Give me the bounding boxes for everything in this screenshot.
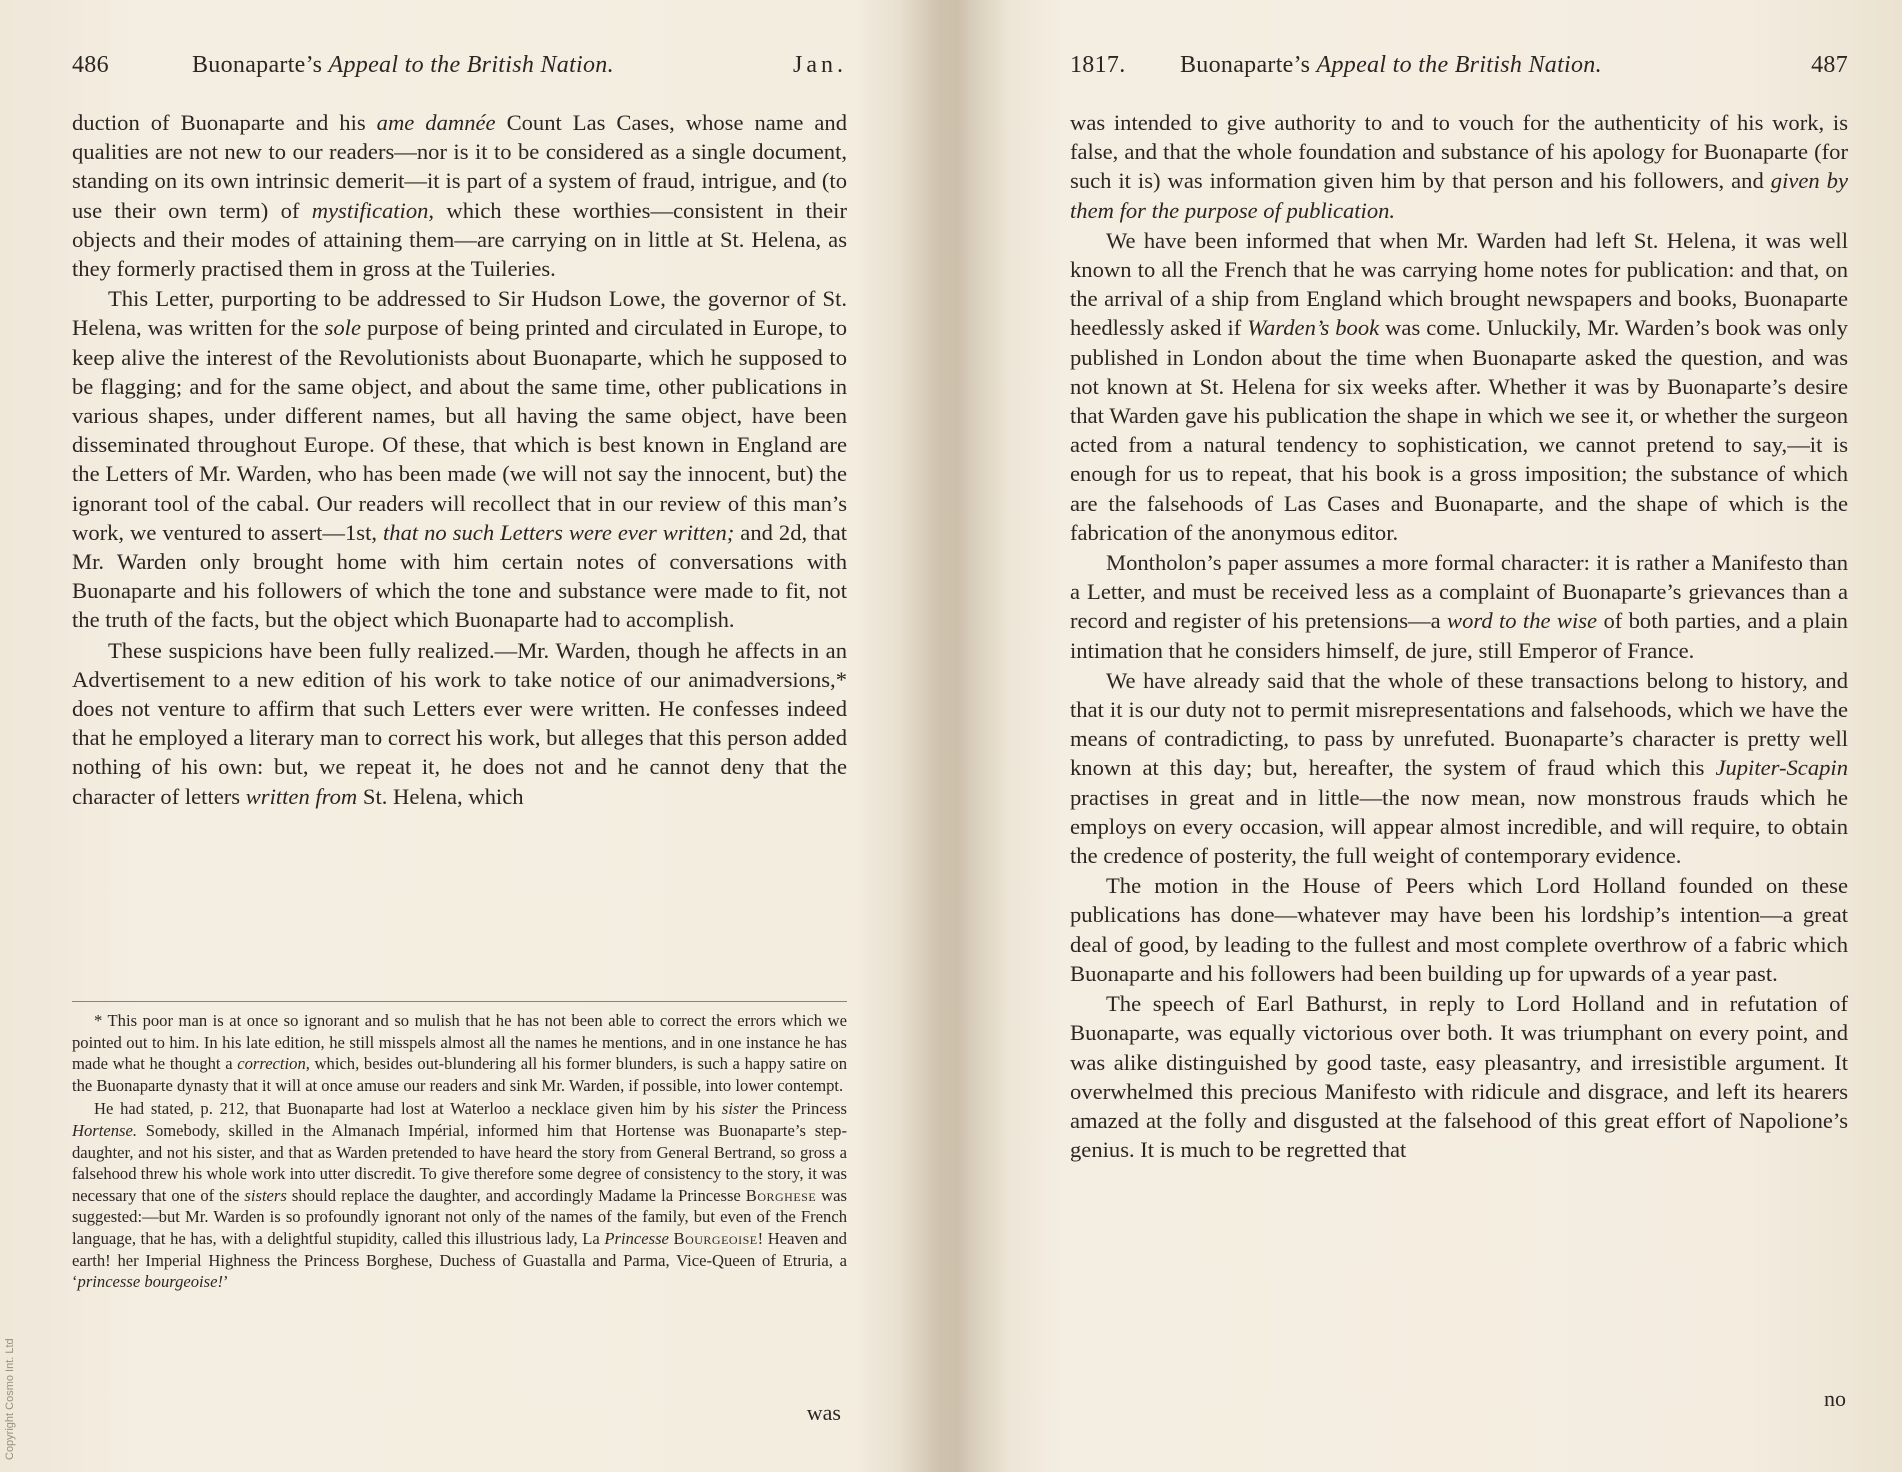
left-running-title: Buonaparte’s Appeal to the British Nation.	[192, 52, 614, 78]
right-catchword: no	[1824, 1386, 1846, 1411]
left-running-date: Jan.	[793, 52, 847, 78]
right-body-text	[1070, 108, 1848, 1164]
left-paragraph-1: duction of Buonaparte and his ame damnée Count Las Cases, whose name and qualities are not new to our readers—nor is it to be considered as a single document, standing on its own intrinsic demerit—it is part of a system of fraud, intrigue, and (to use their own term) of mystification, which these worthies—consistent in their objects and their modes of attaining them—are carrying on in little at St. Helena, as they formerly practised them in gross at the Tuileries.	[72, 110, 848, 282]
left-running-head	[72, 52, 847, 88]
right-page	[1070, 0, 1848, 1472]
left-page-number: 486	[72, 52, 109, 78]
right-paragraph-2: We have been informed that when Mr. Warden had left St. Helena, it was well known to all the French that he was carrying home notes for publication: and that, on the arrival of a ship from England which brought newspapers and books, Buonaparte heedlessly asked if Warden’s book was come. Unluckily, Mr. Warden’s book was only published in London about the time when Buonaparte asked the question, and was not known at St. Helena for six weeks after. Whether it was by Buonaparte’s desire that Warden gave his publication the shape in which we see it, or whether the surgeon acted from a natural tendency to sophistication, we cannot pretend to say,—it is enough for us to repeat, that his book is a gross imposition; the substance of which are the falsehoods of Las Cases and Buonaparte, and the shape of which is the fabrication of the anonymous editor.	[1070, 227, 1848, 545]
left-body-text	[72, 108, 847, 811]
right-paragraph-3: Montholon’s paper assumes a more formal character: it is rather a Manifesto than a Letter, and must be received less as a complaint of Buonaparte’s grievances than a record and register of his pretensions—a word to the wise of both parties, and a plain intimation that he considers himself, de jure, still Emperor of France.	[1070, 550, 1848, 663]
right-paragraph-4: We have already said that the whole of these transactions belong to history, and that it is our duty not to permit misrepresentations and falsehoods, which we have the means of contradicting, to pass by unrefuted. Buonaparte’s character is pretty well known at this day; but, hereafter, the system of fraud which this Jupiter-Scapin practises in great and in little—the now mean, now monstrous frauds which he employs on every occasion, will appear almost incredible, and will require, to obtain the credence of posterity, the full weight of contemporary evidence.	[1070, 667, 1848, 869]
right-paragraph-5: The motion in the House of Peers which Lord Holland founded on these publications has done—whatever may have been his lordship’s intention—a great deal of good, by leading to the fullest and most complete overthrow of a fabric which Buonaparte and his followers had been building up for upwards of a year past.	[1070, 873, 1848, 986]
left-paragraph-3: These suspicions have been fully realized.—Mr. Warden, though he affects in an Advertisement to a new edition of his work to take notice of our animadversions,* does not venture to affirm that such Letters ever were written. He confesses indeed that he employed a literary man to correct his work, but alleges that this person added nothing of his own: but, we repeat it, he does not and he cannot deny that the character of letters written from St. Helena, which	[72, 637, 847, 809]
left-paragraph-2: This Letter, purporting to be addressed to Sir Hudson Lowe, the governor of St. Helena, was written for the sole purpose of being printed and circulated in Europe, to keep alive the interest of the Revolutionists about Buonaparte, which he supposed to be flagging; and for the same object, and about the same time, other publications in various shapes, under different names, but all having the same object, have been disseminated throughout Europe. Of these, that which is best known in England are the Letters of Mr. Warden, who has been made (we will not say the innocent, but) the ignorant tool of the cabal. Our readers will recollect that in our review of this man’s work, we ventured to assert—1st, that no such Letters were ever written; and 2d, that Mr. Warden only brought home with him certain notes of conversations with Buonaparte and his followers of which the tone and substance were made to fit, not the truth of the facts, but the object which Buonaparte had to accomplish.	[72, 286, 848, 633]
left-footnote	[72, 1010, 847, 1293]
footnote-paragraph-2: He had stated, p. 212, that Buonaparte had lost at Waterloo a necklace given him by his sister the Princess Hortense. Somebody, skilled in the Almanach Impérial, informed him that Hortense was Buonaparte’s step-daughter, and not his sister, and that as Warden pretended to have heard the story from General Bertrand, so gross a falsehood threw his whole work into utter discredit. To give therefore some degree of consistency to the story, it was necessary that one of the sisters should replace the daughter, and accordingly Madame la Princesse Borghese was suggested:—but Mr. Warden is so profoundly ignorant not only of the names of the family, but even of the French language, that he has, with a delightful stupidity, called this illustrious lady, La Princesse Bourgeoise! Heaven and earth! her Imperial Highness the Princess Borghese, Duchess of Guastalla and Parma, Vice-Queen of Etruria, a ‘princesse bourgeoise!’	[72, 1099, 847, 1292]
book-gutter	[900, 0, 1010, 1472]
copyright-watermark: Copyright Cosmo Int. Ltd	[4, 1338, 16, 1460]
right-paragraph-6: The speech of Earl Bathurst, in reply to Lord Holland and in refutation of Buonaparte, was equally victorious over both. It was triumphant on every point, and was alike distinguished by good taste, easy pleasantry, and irresistible argument. It overwhelmed this precious Manifesto with ridicule and disgrace, and left its hearers amazed at the folly and disgusted at the falsehood of this great effort of Napolione’s genius. It is much to be regretted that	[1070, 991, 1848, 1163]
footnote-paragraph-1: * This poor man is at once so ignorant and so mulish that he has not been able to correct the errors which we pointed out to him. In his late edition, he still misspels almost all the names he mentions, and in one instance he has made what he thought a correction, which, besides out-blundering all his former blunders, is such a happy satire on the Buonaparte dynasty that it will at once amuse our readers and sink Mr. Warden, if possible, into lower contempt.	[72, 1011, 847, 1095]
right-running-year: 1817.	[1070, 52, 1126, 78]
right-running-head	[1070, 52, 1848, 88]
right-page-number: 487	[1811, 52, 1848, 78]
left-catchword: was	[806, 1400, 841, 1425]
footnote-rule	[72, 1001, 847, 1002]
left-page	[72, 0, 847, 1472]
right-running-title: Buonaparte’s Appeal to the British Nation.	[1180, 52, 1602, 78]
right-paragraph-1: was intended to give authority to and to vouch for the authenticity of his work, is false, and that the whole foundation and substance of his apology for Buonaparte (for such it is) was information given him by that person and his followers, and given by them for the purpose of publication.	[1070, 110, 1848, 223]
